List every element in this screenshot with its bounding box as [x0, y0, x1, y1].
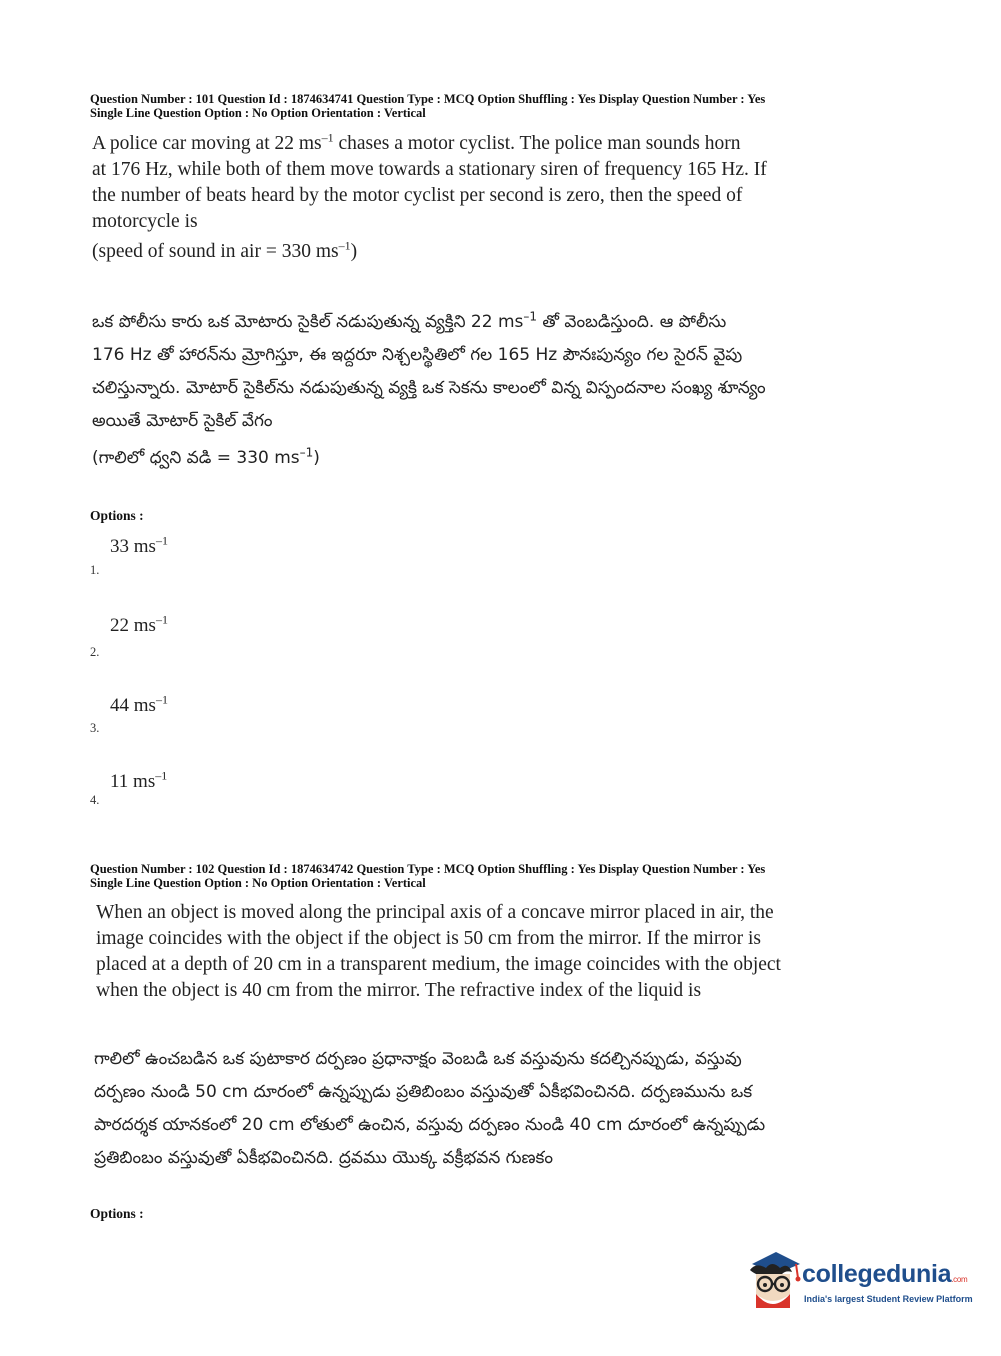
q101-options-label: Options :	[90, 508, 144, 523]
q102-question-english: When an object is moved along the principal axis of a concave mirror placed in air, the image coincides with the object if the object is 50 cm from the mirror. If the mirror is placed at a depth of 20 cm in a transparent medium, the image coincides with the object when the object is 40 cm from the mirror. The refractive index of the liquid is	[96, 902, 781, 1001]
q101-option-1-number: 1.	[90, 563, 100, 577]
q101-question-telugu: ఒక పోలీసు కారు ఒక మోటారు సైకిల్ నడుపుతున్న వ్యక్తిని 22 $ms^{-1}$ తో వెంబడిస్తుంది. ఆ పోలీసు 176 Hz తో హారన్‌ను మ్రోగిస్తూ, ఈ ఇద్దరూ నిశ్చలస్థితిలో గల 165 Hz పౌనఃపున్యం గల సైరన్ వైపు చలిస్తున్నారు. మోటార్ సైకిల్‌ను నడుపుతున్న వ్యక్తి ఒక సెకను కాలంలో విన్న విస్పందనాల సంఖ్య శూన్యం అయితే మోటార్ సైకిల్ వేగం (గాలిలో ధ్వని వడి = 330 $ms^{-1}$)	[92, 309, 766, 468]
q101-option-3-value[interactable]: 44 $ms^{-1}$	[110, 692, 168, 716]
q101-option-3-number: 3.	[90, 721, 100, 735]
mascot-icon	[742, 1250, 804, 1312]
q101-option-2-number: 2.	[90, 645, 100, 659]
collegedunia-logo	[742, 1250, 982, 1312]
q102-meta-line-1: Question Number : 102 Question Id : 1874634742 Question Type : MCQ Option Shuffling : Yes Display Question Number : Yes	[90, 862, 766, 876]
q102-meta-line-2: Single Line Question Option : No Option Orientation : Vertical	[90, 876, 426, 890]
q101-meta-line-2: Single Line Question Option : No Option Orientation : Vertical	[90, 106, 426, 120]
logo-brand: collegedunia.com	[802, 1260, 968, 1288]
q101-option-2-value[interactable]: 22 $ms^{-1}$	[110, 612, 168, 636]
q102-options-label: Options :	[90, 1206, 144, 1221]
q101-question-english: A police car moving at 22 $ms^{-1}$ chases a motor cyclist. The police man sounds horn at 176 Hz, while both of them move towards a stationary siren of frequency 165 Hz. If the number of beats heard by the motor cyclist per second is zero, then the speed of motorcycle is (speed of sound in air = 330 $ms^{-1}$)	[92, 130, 767, 262]
q101-meta-line-1: Question Number : 101 Question Id : 1874634741 Question Type : MCQ Option Shuffling : Yes Display Question Number : Yes	[90, 92, 766, 106]
q101-option-4-value[interactable]: 11 $ms^{-1}$	[110, 768, 168, 792]
q102-question-telugu: గాలిలో ఉంచబడిన ఒక పుటాకార దర్పణం ప్రధానాక్షం వెంబడి ఒక వస్తువును కదల్చినప్పుడు, వస్తువు దర్పణం నుండి 50 cm దూరంలో ఉన్నప్పుడు ప్రతిబింబం వస్తువుతో ఏకీభవించినది. దర్పణమును ఒక పారదర్శక యానకంలో 20 cm లోతులో ఉంచిన, వస్తువు దర్పణం నుండి 40 cm దూరంలో ఉన్నప్పుడు ప్రతిబింబం వస్తువుతో ఏకీభవించినది. ద్రవము యొక్క వక్రీభవన గుణకం	[94, 1049, 766, 1168]
q101-option-4-number: 4.	[90, 793, 100, 807]
logo-tagline: India's largest Student Review Platform	[804, 1294, 973, 1304]
q101-option-1-value[interactable]: 33 $ms^{-1}$	[110, 533, 168, 557]
